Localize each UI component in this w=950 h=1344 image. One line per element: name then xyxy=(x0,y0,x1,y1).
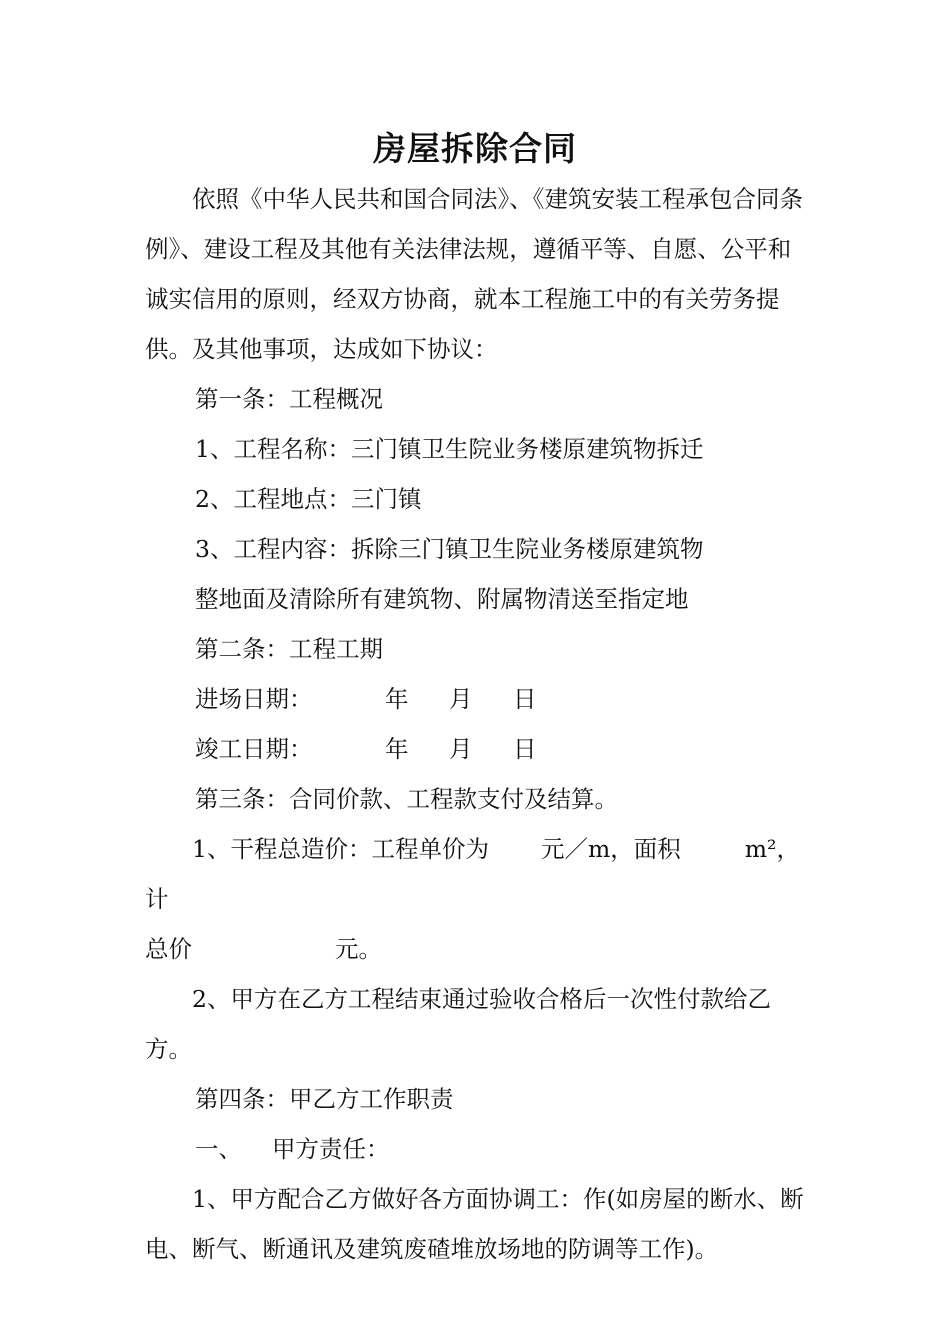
total-price-unit: 元。 xyxy=(335,935,382,963)
document-title: 房屋拆除合同 xyxy=(373,129,577,168)
article-1-item-3-continued: 整地面及清除所有建筑物、附属物清送至指定地 xyxy=(195,585,689,613)
start-date-label: 进场日期： xyxy=(195,685,313,713)
section-number: 一、 xyxy=(195,1135,242,1163)
start-date-line xyxy=(145,674,810,724)
article-1-item-3: 3、工程内容：拆除三门镇卫生院业务楼原建筑物 xyxy=(195,535,704,563)
article-1-heading: 第一条：工程概况 xyxy=(195,385,383,413)
end-date-line xyxy=(145,724,810,774)
party-a-responsibility-heading xyxy=(145,1124,810,1174)
start-year-unit: 年 xyxy=(385,685,409,713)
article-1-item-2: 2、工程地点：三门镇 xyxy=(195,485,422,513)
article-4-heading: 第四条：甲乙方工作职责 xyxy=(195,1085,454,1113)
intro-paragraph: 依照《中华人民共和国合同法》、《建筑安装工程承包合同条例》、建设工程及其他有关法律法规，遵循平等、自愿、公平和诚实信用的原则，经双方协商，就本工程施工中的有关劳务提供。及其他事项，达成如下协议： xyxy=(145,185,803,363)
article-3-item-2: 2、甲方在乙方工程结束通过验收合格后一次性付款给乙方。 xyxy=(145,985,771,1063)
article-2-heading: 第二条：工程工期 xyxy=(195,635,383,663)
end-year-unit: 年 xyxy=(385,735,409,763)
end-date-label: 竣工日期： xyxy=(195,735,313,763)
end-month-unit: 月 xyxy=(449,735,473,763)
document-body xyxy=(145,174,810,1274)
party-a-item-1: 1、甲方配合乙方做好各方面协调工：作(如房屋的断水、断电、断气、断通讯及建筑废碴堆放场地的防调等工作)。 xyxy=(145,1185,804,1263)
unit-price-label: 1、干程总造价：工程单价为 xyxy=(192,835,489,863)
area-unit: m²，计 xyxy=(145,835,800,913)
party-a-responsibility-label: 甲方责任： xyxy=(272,1135,390,1163)
total-price-label: 总价 xyxy=(145,935,192,963)
start-month-unit: 月 xyxy=(449,685,473,713)
article-3-heading: 第三条：合同价款、工程款支付及结算。 xyxy=(195,785,618,813)
article-1-item-1: 1、工程名称：三门镇卫生院业务楼原建筑物拆迁 xyxy=(195,435,704,463)
start-day-unit: 日 xyxy=(513,685,537,713)
area-label: 元／m，面积 xyxy=(540,835,681,863)
article-3-item-1 xyxy=(145,824,810,974)
end-day-unit: 日 xyxy=(513,735,537,763)
